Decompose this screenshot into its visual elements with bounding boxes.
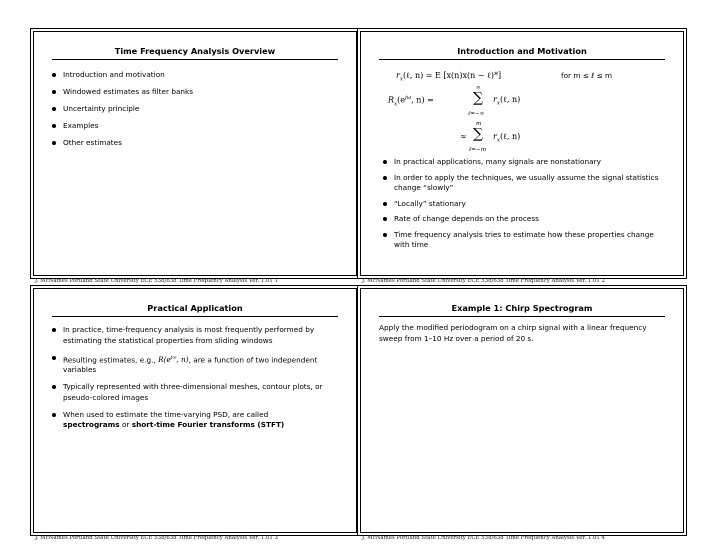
bullet-icon <box>383 233 387 237</box>
list-item: Windowed estimates as filter banks <box>50 87 342 98</box>
list-item: In order to apply the techniques, we usually assume the signal statistics change “slowly” <box>381 173 669 194</box>
bullet-icon <box>52 356 56 360</box>
slide-footer: J. McNames Portland State University ECE 538/638 Time Frequency Analysis Ver. 1.01 2 <box>362 278 605 284</box>
slide-title: Time Frequency Analysis Overview <box>52 46 338 60</box>
list-item: When used to estimate the time-varying PSD, are called spectrograms or short-time Fourier transforms (STFT) <box>50 410 342 431</box>
bullet-list <box>50 325 342 437</box>
bullet-icon <box>52 141 56 145</box>
slide-overview <box>33 31 357 276</box>
list-item: Uncertainty principle <box>50 104 342 115</box>
bullet-icon <box>383 160 387 164</box>
bullet-list <box>50 70 342 155</box>
slide-footer: J. McNames Portland State University ECE 538/638 Time Frequency Analysis Ver. 1.01 1 <box>35 278 278 284</box>
bullet-icon <box>52 328 56 332</box>
sum-symbol: ∑ <box>473 90 483 106</box>
list-item: Typically represented with three-dimensional meshes, contour plots, or pseudo-colored images <box>50 382 342 403</box>
bullet-icon <box>52 90 56 94</box>
sum-term: $r_x(\ell$, n) <box>493 132 521 144</box>
list-item: “Locally” stationary <box>381 199 669 210</box>
slide-practical-application <box>33 288 357 533</box>
sum-symbol: ∑ <box>473 126 483 142</box>
bullet-icon <box>52 413 56 417</box>
sum-upper-limit: m <box>476 121 482 127</box>
list-item: Resulting estimates, e.g., $R(e^{j\omega}$, n), are a function of two independent variables <box>50 353 342 376</box>
list-item: Other estimates <box>50 138 342 149</box>
inline-math: $R(e^{j\omega}$, n) <box>158 354 189 364</box>
list-item: Time frequency analysis tries to estimate how these properties change with time <box>381 230 669 251</box>
list-item: Rate of change depends on the process <box>381 214 669 225</box>
bullet-icon <box>383 202 387 206</box>
bullet-icon <box>52 124 56 128</box>
approx-symbol: ≈ <box>460 132 467 141</box>
psd-equation-lhs: $R_x(e^{j\omega}$, n) = <box>388 95 434 108</box>
slide-paragraph: Apply the modified periodogram on a chirp signal with a linear frequency sweep from 1–10 Hz over a period of 20 s. <box>379 323 647 343</box>
slide-title: Introduction and Motivation <box>379 46 665 60</box>
sum-lower-limit: ℓ=−m <box>469 147 487 153</box>
list-item: In practice, time-frequency analysis is most frequently performed by estimating the statistical properties from sliding windows <box>50 325 342 346</box>
bullet-icon <box>52 385 56 389</box>
list-item: In practical applications, many signals are nonstationary <box>381 157 669 168</box>
slide-title: Practical Application <box>52 303 338 317</box>
list-item: Examples <box>50 121 342 132</box>
sum-term: $r_x(\ell$, n) <box>493 95 521 107</box>
slide-title: Example 1: Chirp Spectrogram <box>379 303 665 317</box>
autocorrelation-equation: $r_x(\ell$, n) = E [x(n)x(n − ℓ)*] <box>396 71 502 83</box>
bullet-list <box>381 157 669 256</box>
bullet-icon <box>52 107 56 111</box>
slide-chirp-example <box>360 288 684 533</box>
slide-introduction <box>360 31 684 276</box>
bullet-icon <box>52 73 56 77</box>
slide-footer: J. McNames Portland State University ECE 538/638 Time Frequency Analysis Ver. 1.01 3 <box>35 535 278 541</box>
equation-condition: for m ≤ ℓ ≤ m <box>561 71 613 80</box>
list-item: Introduction and motivation <box>50 70 342 81</box>
sum-upper-limit: ∞ <box>476 85 481 91</box>
bullet-icon <box>383 217 387 221</box>
bullet-icon <box>383 176 387 180</box>
slide-footer: J. McNames Portland State University ECE 538/638 Time Frequency Analysis Ver. 1.01 4 <box>362 535 605 541</box>
sum-lower-limit: ℓ=−∞ <box>468 111 485 117</box>
